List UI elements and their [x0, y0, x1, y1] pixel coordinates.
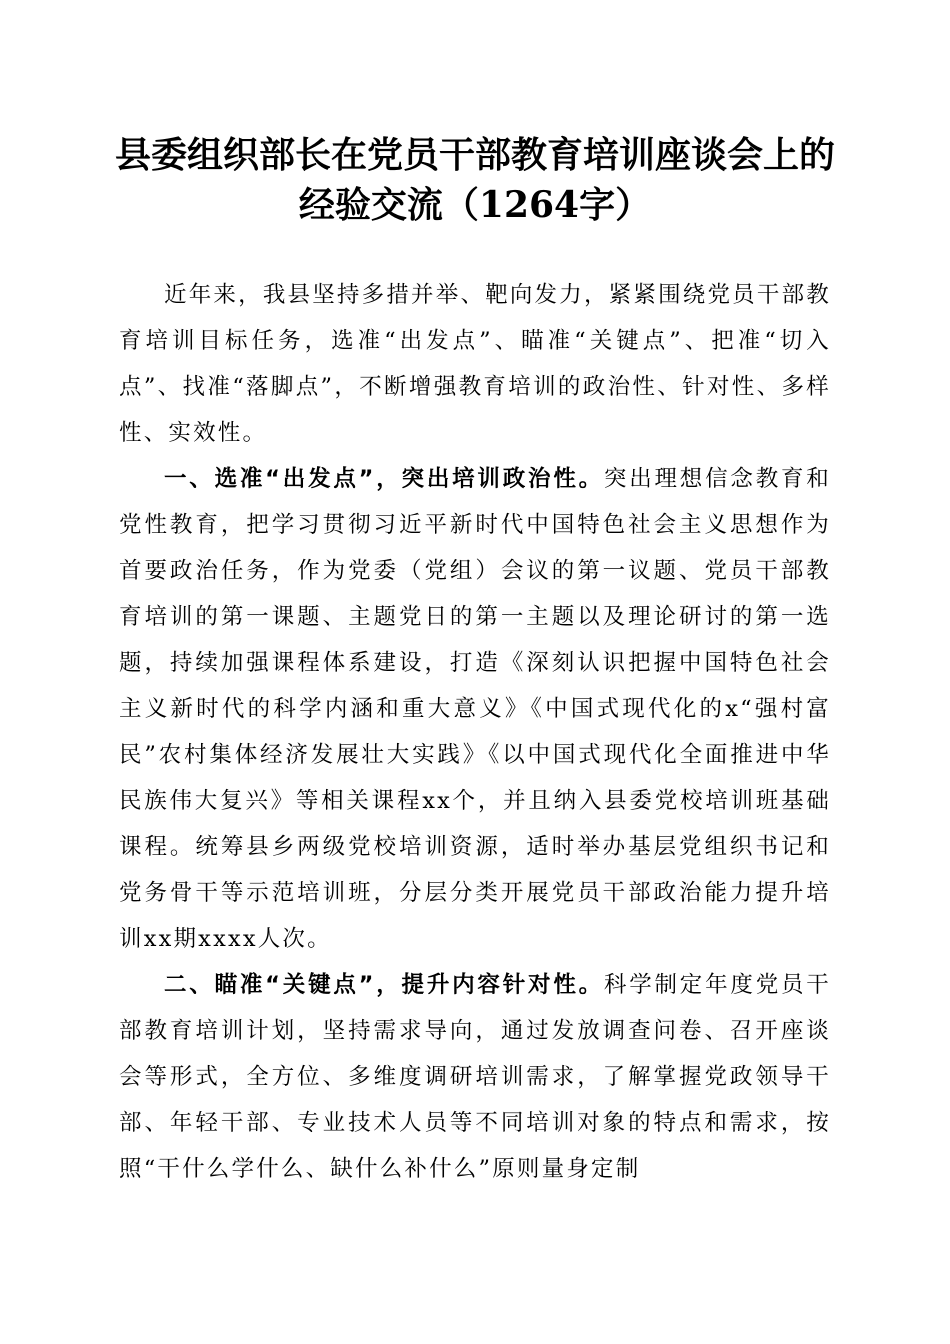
- paragraph-text: 突出理想信念教育和党性教育，把学习贯彻习近平新时代中国特色社会主义思想作为首要政治任务，作为党委（党组）会议的第一议题、党员干部教育培训的第一课题、主题党日的第一主题以及理论研讨的第一选题，持续加强课程体系建设，打造《深刻认识把握中国特色社会主义新时代的科学内涵和重大意义》《中国式现代化的x“强村富民”农村集体经济发展壮大实践》《以中国式现代化全面推进中华民族伟大复兴》等相关课程xx个，并且纳入县委党校培训班基础课程。统筹县乡两级党校培训资源，适时举办基层党组织书记和党务骨干等示范培训班，分层分类开展党员干部政治能力提升培训xx期xxxx人次。: [119, 466, 831, 952]
- paragraph-text: 近年来，我县坚持多措并举、靶向发力，紧紧围绕党员干部教育培训目标任务，选准“出发点”、瞄准“关键点”、把准“切入点”、找准“落脚点”，不断增强教育培训的政治性、针对性、多样性、实效性。: [119, 282, 831, 446]
- title-line-2: 经验交流（1264字）: [298, 184, 652, 226]
- document-title: [60, 130, 890, 230]
- paragraph-text: 科学制定年度党员干部教育培训计划，坚持需求导向，通过发放调查问卷、召开座谈会等形式，全方位、多维度调研培训需求，了解掌握党政领导干部、年轻干部、专业技术人员等不同培训对象的特点和需求，按照“干什么学什么、缺什么补什么”原则量身定制: [119, 972, 831, 1182]
- title-line-1: 县委组织部长在党员干部教育培训座谈会上的: [114, 134, 835, 176]
- paragraph-section-2: [119, 962, 831, 1192]
- paragraph-section-1: [119, 456, 831, 962]
- document-body: [119, 272, 831, 1192]
- section-heading: 一、选准“出发点”，突出培训政治性。: [164, 466, 604, 492]
- paragraph-intro: [119, 272, 831, 456]
- section-heading: 二、瞄准“关键点”，提升内容针对性。: [164, 972, 604, 998]
